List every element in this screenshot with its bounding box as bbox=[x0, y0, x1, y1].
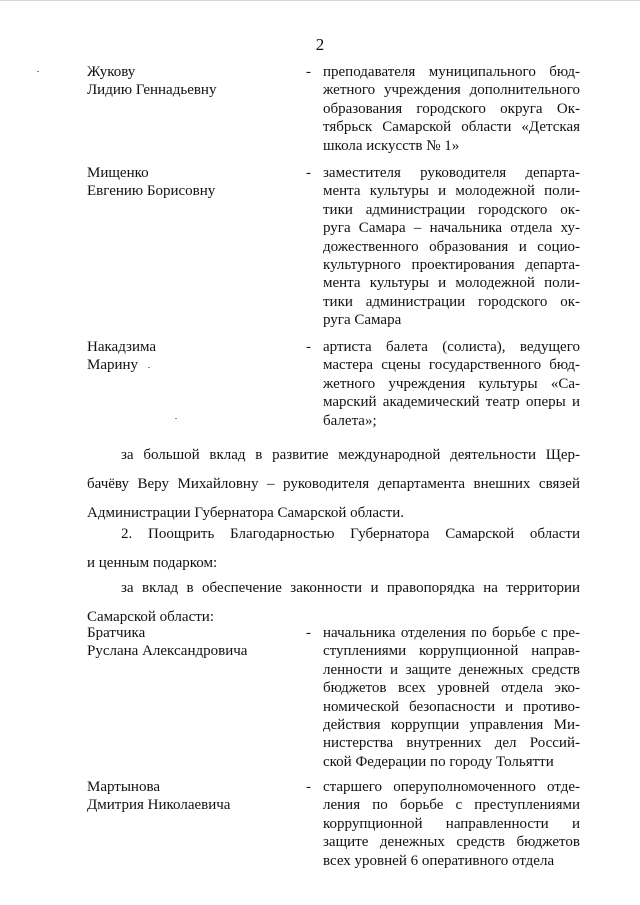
position-line: ления по борьбе с преступлениями bbox=[323, 797, 580, 814]
recipient-position bbox=[323, 63, 580, 155]
entry-dash: - bbox=[306, 625, 311, 641]
position-line: ленности и защите денежных средств bbox=[323, 661, 580, 678]
position-line: действия коррупции управления Ми- bbox=[323, 717, 580, 734]
recipient-name-line: Жукову bbox=[87, 64, 136, 80]
entry-dash: - bbox=[306, 165, 311, 181]
position-line: мента культуры и молодежной поли- bbox=[323, 275, 580, 292]
position-line: марский академический театр оперы и bbox=[323, 394, 580, 411]
page-number: 2 bbox=[315, 35, 325, 54]
position-line: балета»; bbox=[323, 412, 377, 429]
recipient-name-line: Дмитрия Николаевича bbox=[87, 797, 231, 814]
paragraph-line: и ценным подарком: bbox=[87, 555, 218, 571]
position-line: тябрьск Самарской области «Детская bbox=[323, 119, 580, 136]
entry-dash: - bbox=[306, 779, 311, 795]
paragraph-line: 2. Поощрить Благодарностью Губернатора Самарской области bbox=[121, 526, 580, 542]
position-line: начальника отделения по борьбе с пре- bbox=[323, 625, 580, 641]
position-line: жетного учреждения дополнительного bbox=[323, 82, 580, 99]
entry-dash: - bbox=[306, 64, 311, 80]
recipient-position bbox=[323, 164, 580, 330]
paragraph-line: за большой вклад в развитие международной деятельности Щер- bbox=[121, 447, 580, 463]
position-line: ской Федерации по городу Тольятти bbox=[323, 753, 554, 770]
recipient-position bbox=[323, 338, 580, 430]
position-line: ступлениями коррупционной направ- bbox=[323, 643, 580, 660]
paragraph-line: за вклад в обеспечение законности и правопорядка на территории bbox=[121, 580, 580, 596]
position-line: всех уровней 6 оперативного отдела bbox=[323, 852, 555, 869]
recipient-position bbox=[323, 624, 580, 771]
position-line: коррупционной направленности и bbox=[323, 815, 580, 832]
position-line: жетного учреждения культуры «Са- bbox=[323, 375, 580, 392]
paragraph-item-2 bbox=[87, 520, 580, 578]
position-line: школа искусств № 1» bbox=[323, 137, 460, 154]
paragraph-line: Самарской области: bbox=[87, 609, 214, 625]
position-line: руга Самара – начальника отдела ху- bbox=[323, 220, 580, 237]
paragraph-line: Администрации Губернатора Самарской области. bbox=[87, 505, 405, 521]
position-line: тики администрации городского ок- bbox=[323, 201, 580, 218]
position-line: преподавателя муниципального бюд- bbox=[323, 64, 580, 80]
recipient-name-line: Руслана Александровича bbox=[87, 643, 248, 660]
recipient-name-line: Евгению Борисовну bbox=[87, 183, 216, 200]
recipient-name-line: Лидию Геннадьевну bbox=[87, 82, 217, 99]
recipient-name-line: Мартынова bbox=[87, 779, 161, 795]
scan-top-edge bbox=[0, 0, 640, 1]
position-line: заместителя руководителя департа- bbox=[323, 165, 580, 181]
position-line: бюджетов всех уровней отдела эко- bbox=[323, 680, 580, 697]
entry-dash: - bbox=[306, 339, 311, 355]
paragraph-contribution bbox=[87, 441, 580, 528]
position-line: мента культуры и молодежной поли- bbox=[323, 183, 580, 200]
scan-speck bbox=[37, 71, 39, 72]
recipient-name-line: Мищенко bbox=[87, 165, 149, 181]
recipient-name bbox=[87, 778, 287, 815]
position-line: дожественного образования и социо- bbox=[323, 238, 580, 255]
recipient-name bbox=[87, 164, 287, 201]
recipient-position bbox=[323, 778, 580, 870]
position-line: культурного проектирования департа- bbox=[323, 257, 580, 274]
position-line: старшего оперуполномоченного отде- bbox=[323, 779, 580, 795]
position-line: руга Самара bbox=[323, 312, 402, 329]
recipient-name bbox=[87, 624, 287, 661]
scan-speck bbox=[175, 418, 177, 419]
position-line: номической безопасности и противо- bbox=[323, 698, 580, 715]
recipient-name-line: Накадзима bbox=[87, 339, 157, 355]
position-line: мастера сцены государственного бюд- bbox=[323, 357, 580, 374]
paragraph-line: бачёву Веру Михайловну – руководителя департамента внешних связей bbox=[87, 476, 580, 492]
position-line: артиста балета (солиста), ведущего bbox=[323, 339, 580, 355]
recipient-name bbox=[87, 338, 287, 375]
recipient-name-line: Марину bbox=[87, 357, 139, 374]
recipient-name bbox=[87, 63, 287, 100]
position-line: образования городского округа Ок- bbox=[323, 100, 580, 117]
recipient-name-line: Братчика bbox=[87, 625, 146, 641]
position-line: защите денежных средств бюджетов bbox=[323, 834, 580, 851]
position-line: тики администрации городского ок- bbox=[323, 293, 580, 310]
position-line: нистерства внутренних дел Россий- bbox=[323, 735, 580, 752]
